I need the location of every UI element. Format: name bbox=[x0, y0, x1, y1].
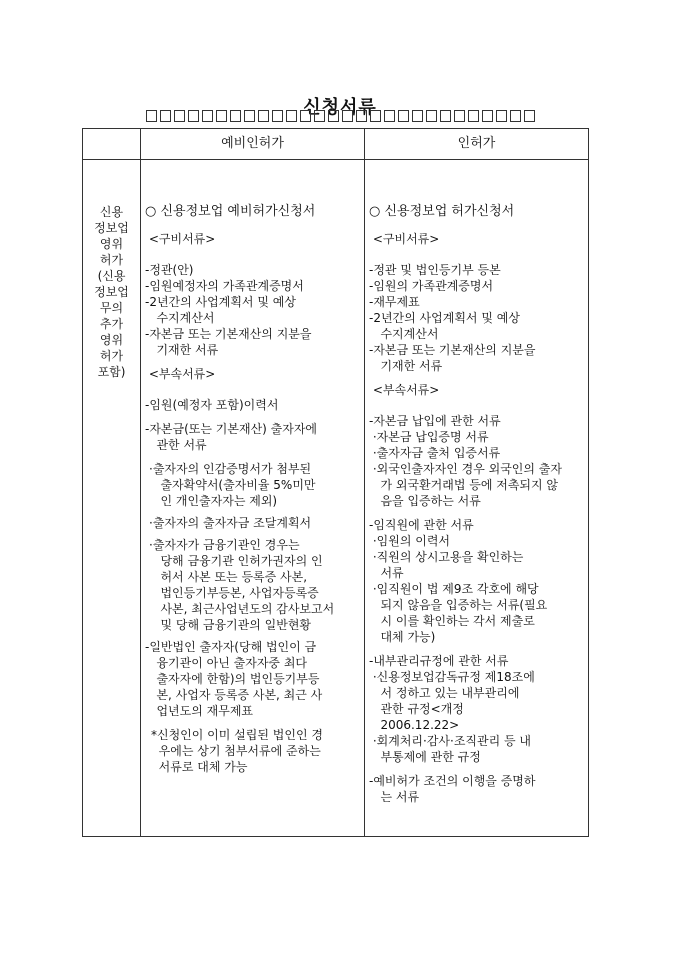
left-list-item: -정관(안) -임원예정자의 가족관계증명서 -2년간의 사업계획서 및 예상 수지계산서 -자본금 또는 기본재산의 지분을 기재한 서류 bbox=[145, 263, 312, 357]
left-list-item: ○ 신용정보업 예비허가신청서 bbox=[145, 204, 316, 219]
placeholder-box bbox=[230, 110, 241, 122]
table-row bbox=[83, 160, 589, 837]
header-preliminary: 예비인허가 bbox=[141, 129, 365, 160]
left-list-item: -일반법인 출자자(당해 법인이 금 융기관이 아닌 출자자중 최다 출자자에 한함)의 법인등기부등 본, 사업자 등록증 사본, 최근 사 업년도의 재무제표 bbox=[145, 640, 323, 718]
placeholder-box bbox=[202, 110, 213, 122]
placeholder-box bbox=[174, 110, 185, 122]
header-empty bbox=[83, 129, 141, 160]
placeholder-box bbox=[188, 110, 199, 122]
right-list-item: <부속서류> bbox=[369, 383, 440, 397]
right-list-item: -자본금 납입에 관한 서류 ·자본금 납입증명 서류 ·출자자금 출처 입증서류 ·외국인출자자인 경우 외국인의 출자 가 외국환거래법 등에 저촉되지 않 음을 입증하는 서류 bbox=[369, 414, 562, 508]
placeholder-box bbox=[356, 110, 367, 122]
right-list-item: <구비서류> bbox=[369, 232, 440, 246]
placeholder-box bbox=[300, 110, 311, 122]
placeholder-box bbox=[454, 110, 465, 122]
placeholder-box bbox=[412, 110, 423, 122]
preliminary-documents-cell bbox=[141, 160, 365, 837]
table-header-row bbox=[83, 129, 589, 160]
left-list-item: ·출자자의 출자자금 조달계획서 bbox=[149, 516, 312, 530]
placeholder-box bbox=[342, 110, 353, 122]
left-list-item: -임원(예정자 포함)이력서 bbox=[145, 398, 279, 412]
right-list-item: -예비허가 조건의 이행을 증명하 는 서류 bbox=[369, 774, 536, 804]
left-list-item: <구비서류> bbox=[145, 232, 216, 246]
placeholder-box bbox=[426, 110, 437, 122]
placeholder-box bbox=[384, 110, 395, 122]
placeholder-box bbox=[272, 110, 283, 122]
placeholder-box bbox=[482, 110, 493, 122]
placeholder-box bbox=[328, 110, 339, 122]
placeholder-box bbox=[468, 110, 479, 122]
placeholder-box bbox=[146, 110, 157, 122]
placeholder-box bbox=[216, 110, 227, 122]
placeholder-box bbox=[160, 110, 171, 122]
placeholder-box-row bbox=[0, 110, 680, 122]
placeholder-box bbox=[314, 110, 325, 122]
left-list-item: <부속서류> bbox=[145, 367, 216, 381]
placeholder-box bbox=[496, 110, 507, 122]
right-list-item: -임직원에 관한 서류 ·임원의 이력서 ·직원의 상시고용을 확인하는 서류 ·임직원이 법 제9조 각호에 해당 되지 않음을 입증하는 서류(필요 시 이를 확인하는 각서 제출로 대체 가능) bbox=[369, 518, 548, 644]
right-list-item: -정관 및 법인등기부 등본 -임원의 가족관계증명서 -재무제표 -2년간의 사업계획서 및 예상 수지계산서 -자본금 또는 기본재산의 지분을 기재한 서류 bbox=[369, 263, 536, 373]
left-list-item: *신청인이 이미 설립된 법인인 경 우에는 상기 첨부서류에 준하는 서류로 대체 가능 bbox=[151, 728, 323, 774]
placeholder-box bbox=[398, 110, 409, 122]
left-list-item: ·출자자가 금융기관인 경우는 당해 금융기관 인허가권자의 인 허서 사본 또는 등록증 사본, 법인등기부등본, 사업자등록증 사본, 최근사업년도의 감사보고서 및 당해 금융기관의 일반현황 bbox=[149, 538, 335, 632]
placeholder-box bbox=[286, 110, 297, 122]
right-list-item: -내부관리규정에 관한 서류 ·신용정보업감독규정 제18조에 서 정하고 있는 내부관리에 관한 규정<개정 2006.12.22> ·회계처리·감사·조직관리 등 내 부통제에 관한 규정 bbox=[369, 654, 535, 764]
row-label bbox=[83, 160, 141, 837]
document-title: 신청서류 bbox=[303, 97, 377, 118]
placeholder-box bbox=[524, 110, 535, 122]
application-documents-table bbox=[82, 128, 589, 837]
placeholder-box bbox=[244, 110, 255, 122]
placeholder-box bbox=[440, 110, 451, 122]
row-label-text: 신용 정보업 영위 허가 (신용 정보업 무의 추가 영위 허가 포함) bbox=[94, 205, 129, 379]
left-list-item: -자본금(또는 기본재산) 출자자에 관한 서류 bbox=[145, 422, 318, 452]
left-list-item: ·출자자의 인감증명서가 첨부된 출자확약서(출자비율 5%미만 인 개인출자자는 제외) bbox=[149, 462, 316, 508]
approval-documents-cell bbox=[365, 160, 589, 837]
right-list-item: ○ 신용정보업 허가신청서 bbox=[369, 204, 515, 219]
header-approval: 인허가 bbox=[365, 129, 589, 160]
placeholder-box bbox=[258, 110, 269, 122]
placeholder-box bbox=[370, 110, 381, 122]
placeholder-box bbox=[510, 110, 521, 122]
